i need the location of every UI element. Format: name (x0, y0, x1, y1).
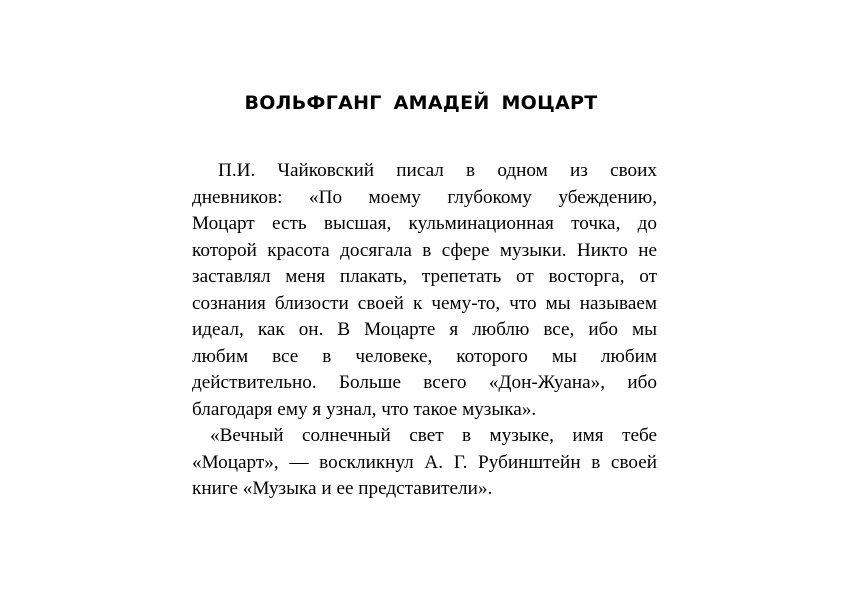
text-line: книге «Музыка и ее представители». (192, 478, 493, 499)
paragraph-1 (192, 158, 657, 423)
text-line: действительно. Больше всего «Дон-Жуана», ибо (192, 372, 657, 393)
text-line: «Вечный солнечный свет в музыке, имя тебе (210, 425, 657, 446)
text-line: дневников: «По моему глубокому убеждению, (192, 186, 657, 208)
text-line: Моцарт есть высшая, кульминационная точка, до (192, 213, 657, 234)
page-title: ВОЛЬФГАНГ АМАДЕЙ МОЦАРТ (244, 92, 598, 114)
text-line: которой красота досягала в сфере музыки. Никто не (192, 239, 657, 261)
text-line: «Моцарт», — воскликнул А. Г. Рубинштейн в своей (192, 451, 657, 473)
body-text (192, 158, 657, 503)
text-line: П.И. Чайковский писал в одном из своих (218, 160, 657, 181)
text-line: идеал, как он. В Моцарте я люблю все, ибо мы (192, 319, 657, 340)
text-line: сознания близости своей к чему-то, что мы называем (192, 292, 657, 314)
text-line: благодаря ему я узнал, что такое музыка». (192, 398, 537, 420)
text-line: любим все в человеке, которого мы любим (192, 345, 657, 367)
text-line: заставлял меня плакать, трепетать от восторга, от (192, 266, 657, 287)
paragraph-2 (192, 423, 657, 503)
